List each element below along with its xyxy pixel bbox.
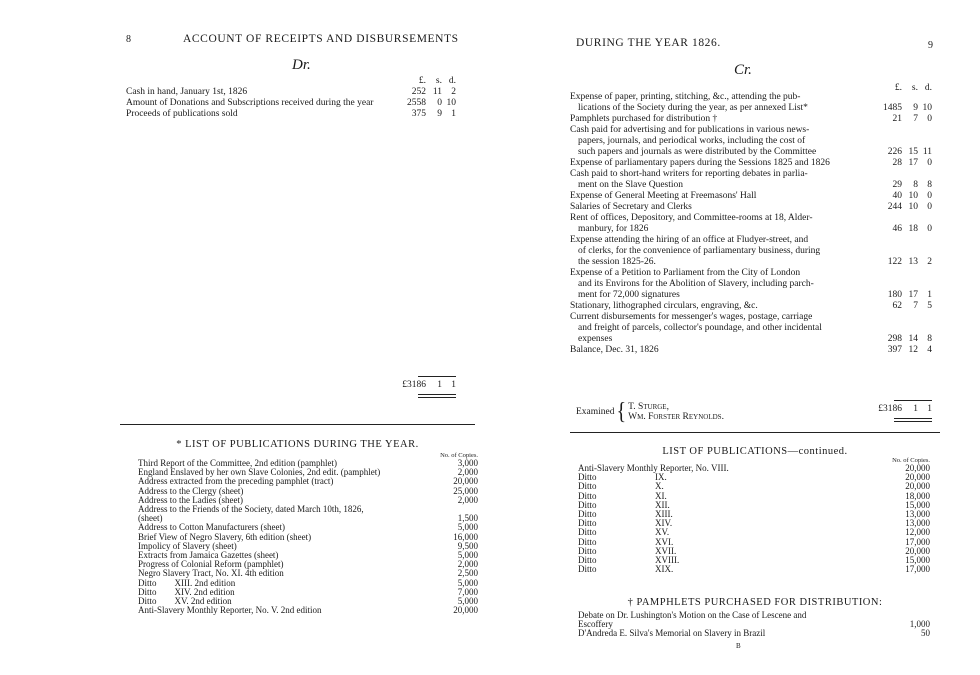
description-line: papers, journals, and periodical works, including the cost of <box>578 136 806 146</box>
ledger-row <box>570 345 932 356</box>
publication-title: Ditto IX. <box>578 472 667 483</box>
publication-title: Anti-Slavery Monthly Reporter, No. VIII. <box>578 463 729 473</box>
ledger-row <box>570 125 932 158</box>
ledger-description <box>570 345 874 356</box>
publication-copies: 12,000 <box>905 527 930 538</box>
running-header: ACCOUNT OF RECEIPTS AND DISBURSEMENTS <box>183 33 459 45</box>
amount-d: 2 <box>451 87 456 97</box>
amount-l: 1485 <box>883 103 902 113</box>
amount-s: 11 <box>432 87 442 97</box>
amount-d: 1 <box>927 290 932 300</box>
publication-title: Ditto XVII. <box>578 545 677 556</box>
amount-l: 226 <box>887 147 902 157</box>
running-header: DURING THE YEAR 1826. <box>576 37 721 49</box>
publication-title: Ditto XV. <box>578 527 670 538</box>
publication-title: Address to Cotton Manufacturers (sheet) <box>138 522 285 533</box>
publication-copies: 1,500 <box>457 513 478 524</box>
publication-copies: 15,000 <box>905 499 930 510</box>
publication-title: Third Report of the Committee, 2nd edition (pamphlet) <box>138 458 337 468</box>
ledger-row <box>570 268 932 301</box>
description-line: ment for 72,000 signatures <box>578 290 680 300</box>
ledger-row <box>570 114 932 125</box>
amount-l: 2558 <box>407 98 426 108</box>
ledger-description <box>570 158 874 169</box>
publication-title: Address to the Friends of the Society, dated March 10th, 1826, <box>138 504 364 515</box>
publication-copies: 2,000 <box>457 467 478 478</box>
publication-title: Ditto X. <box>578 481 664 492</box>
description-line: Balance, Dec. 31, 1826 <box>570 345 659 355</box>
description-line: Expense attending the hiring of an office at Fludyer-street, and <box>570 235 809 245</box>
publication-title: (sheet) <box>138 513 163 524</box>
examiner-2: Wm. Forster Reynolds. <box>628 412 724 422</box>
publication-title: Ditto XV. 2nd edition <box>138 596 232 607</box>
total-rule-bottom <box>894 418 932 422</box>
publication-copies: 5,000 <box>457 522 478 533</box>
amount-s: 15 <box>908 147 918 157</box>
ledger-description <box>570 169 874 191</box>
ledger-description <box>570 202 874 213</box>
purchased-list <box>578 611 930 639</box>
description-line: Stationary, lithographed circulars, engraving, &c. <box>570 301 758 311</box>
ledger-row <box>570 202 932 213</box>
amount-d: 8 <box>927 334 932 344</box>
amount-d: 4 <box>927 345 932 355</box>
description-line: Expense of paper, printing, stitching, &c., attending the pub- <box>570 92 801 102</box>
ledger-row <box>570 158 932 169</box>
amount-s: 7 <box>913 114 918 124</box>
amount-d: 0 <box>927 191 932 201</box>
amount-d: 1 <box>451 109 456 119</box>
amount-l: 28 <box>892 158 902 168</box>
description-line: Current disbursements for messenger's wages, postage, carriage <box>570 312 813 322</box>
description-line: Pamphlets purchased for distribution † <box>570 114 718 124</box>
amount-s: 12 <box>908 345 918 355</box>
publication-title: Ditto XIV. <box>578 518 673 529</box>
amount-d: 8 <box>927 180 932 190</box>
publication-copies: 16,000 <box>453 531 478 542</box>
signature-mark: B <box>736 642 741 650</box>
ledger-description <box>570 268 874 301</box>
ledger-description <box>570 92 874 114</box>
ledger-description <box>570 235 874 268</box>
examiner-1: T. Sturge, <box>628 402 669 412</box>
publications-list-continued <box>578 457 930 574</box>
page-number: 9 <box>928 40 933 51</box>
amount-s: 18 <box>908 224 918 234</box>
description-line: expenses <box>578 334 613 344</box>
ledger-row <box>126 98 456 109</box>
publication-title: D'Andreda E. Silva's Memorial on Slavery in Brazil <box>578 628 766 639</box>
description-line: manbury, for 1826 <box>578 224 649 234</box>
ledger-row <box>570 169 932 191</box>
publication-title: Ditto XVIII. <box>578 555 680 566</box>
list-title: * LIST OF PUBLICATIONS DURING THE YEAR. <box>176 439 419 450</box>
amount-s: 13 <box>908 257 918 267</box>
publication-title: Impolicy of Slavery (sheet) <box>138 540 237 551</box>
publication-copies: 7,000 <box>457 586 478 597</box>
publication-title: Progress of Colonial Reform (pamphlet) <box>138 559 284 570</box>
debit-label: Dr. <box>292 57 311 73</box>
ledger-description: Amount of Donations and Subscriptions received during the year <box>126 98 374 108</box>
amount-l: 375 <box>411 109 426 119</box>
section-divider <box>570 432 940 433</box>
description-line: such papers and journals as were distributed by the Committee <box>578 147 817 157</box>
copies-header: No. of Copies. <box>440 452 478 459</box>
ledger-row <box>570 213 932 235</box>
publication-copies: 25,000 <box>453 485 478 496</box>
publication-copies: 1,000 <box>909 619 930 630</box>
amount-s: 14 <box>908 334 918 344</box>
ledger-row <box>570 191 932 202</box>
amount-s: 9 <box>913 103 918 113</box>
ledger-description: Proceeds of publications sold <box>126 109 238 119</box>
ledger-row <box>570 301 932 312</box>
publication-copies: 9,500 <box>457 540 478 551</box>
ledger-description: Cash in hand, January 1st, 1826 <box>126 87 248 97</box>
ledger-description <box>570 114 874 125</box>
publication-title: England Enslaved by her own Slave Colonies, 2nd edit. (pamphlet) <box>138 467 381 478</box>
ledger-row <box>570 235 932 268</box>
ledger-description <box>570 213 874 235</box>
publication-copies: 17,000 <box>905 536 930 547</box>
amount-d: 10 <box>922 103 932 113</box>
amount-s: 10 <box>908 191 918 201</box>
publication-row <box>578 611 930 620</box>
publication-row <box>138 505 478 514</box>
description-line: Expense of parliamentary papers during the Sessions 1825 and 1826 <box>570 158 830 168</box>
publication-copies: 20,000 <box>905 463 930 473</box>
description-line: ment on the Slave Question <box>578 180 684 190</box>
amount-s: 7 <box>913 301 918 311</box>
publication-copies: 20,000 <box>905 481 930 492</box>
publication-title: Address to the Clergy (sheet) <box>138 485 244 496</box>
amount-l: 21 <box>892 114 902 124</box>
examined-label: Examined <box>576 407 615 417</box>
publication-copies: 20,000 <box>453 476 478 487</box>
publication-copies: 5,000 <box>457 577 478 588</box>
publications-list <box>138 452 478 615</box>
publication-copies: 5,000 <box>457 550 478 561</box>
amount-d: 0 <box>927 202 932 212</box>
publication-row <box>578 565 930 574</box>
amount-l: 252 <box>411 87 426 97</box>
amount-d: 2 <box>927 257 932 267</box>
receipts-ledger <box>126 76 456 120</box>
publication-title: Ditto XI. <box>578 490 667 501</box>
description-line: the session 1825-26. <box>578 257 656 267</box>
publication-title: Ditto XVI. <box>578 536 674 547</box>
copies-header: No. of Copies. <box>892 457 930 464</box>
ledger-row <box>570 312 932 345</box>
ledger-description <box>570 125 874 158</box>
description-line: of clerks, for the convenience of parliamentary business, during <box>578 246 821 256</box>
amount-d: 0 <box>927 158 932 168</box>
publication-copies: 18,000 <box>905 490 930 501</box>
amount-l: 40 <box>892 191 902 201</box>
description-line: Rent of offices, Depository, and Committee-rooms at 18, Alder- <box>570 213 813 223</box>
purchased-title: † PAMPHLETS PURCHASED FOR DISTRIBUTION: <box>627 597 883 608</box>
amount-s: 9 <box>437 109 442 119</box>
amount-s: 8 <box>913 180 918 190</box>
publication-copies: 20,000 <box>453 605 478 616</box>
description-line: Salaries of Secretary and Clerks <box>570 202 692 212</box>
ledger-description <box>570 191 874 202</box>
page-number: 8 <box>126 34 131 45</box>
amount-l: 244 <box>887 202 902 212</box>
publication-copies: 17,000 <box>905 564 930 575</box>
description-line: and freight of parcels, collector's poundage, and other incidental <box>578 323 822 333</box>
publication-title: Ditto XIII. <box>578 509 673 520</box>
currency-header: £. s. d. <box>894 83 932 93</box>
description-line: and its Environs for the Abolition of Slavery, including parch- <box>578 279 814 289</box>
description-line: lications of the Society during the year, as per annexed List* <box>578 103 808 113</box>
amount-s: 17 <box>908 158 918 168</box>
receipts-total: £3186 1 1 <box>402 380 456 390</box>
amount-d: 5 <box>927 301 932 311</box>
description-line: Expense of General Meeting at Freemasons' Hall <box>570 191 757 201</box>
publication-copies: 2,000 <box>457 494 478 505</box>
list-title-continued: LIST OF PUBLICATIONS—continued. <box>662 446 848 457</box>
publication-copies: 50 <box>921 628 930 639</box>
amount-l: 46 <box>892 224 902 234</box>
amount-d: 0 <box>927 114 932 124</box>
publication-title: Anti-Slavery Monthly Reporter, No. V. 2nd edition <box>138 605 322 616</box>
ledger-row <box>126 87 456 98</box>
publication-title: Ditto XIII. 2nd edition <box>138 577 236 588</box>
publication-copies: 13,000 <box>905 518 930 529</box>
description-line: Expense of a Petition to Parliament from the City of London <box>570 268 801 278</box>
amount-l: 298 <box>887 334 902 344</box>
publication-title: Extracts from Jamaica Gazettes (sheet) <box>138 550 279 561</box>
amount-d: 0 <box>927 224 932 234</box>
total-rule-top <box>418 376 456 377</box>
total-rule-top <box>894 400 932 401</box>
credit-label: Cr. <box>734 62 752 78</box>
publication-copies: 3,000 <box>457 458 478 468</box>
amount-s: 0 <box>437 98 442 108</box>
amount-l: 29 <box>892 180 902 190</box>
publication-row <box>138 606 478 615</box>
publication-row <box>578 629 930 638</box>
publication-title: Address to the Ladies (sheet) <box>138 494 243 505</box>
amount-l: 180 <box>887 290 902 300</box>
currency-header: £. s. d. <box>418 76 456 86</box>
amount-d: 11 <box>922 147 932 157</box>
amount-d: 10 <box>446 98 456 108</box>
publication-title: Debate on Dr. Lushington's Motion on the Case of Lescene and <box>578 610 807 620</box>
publication-copies: 13,000 <box>905 509 930 520</box>
disbursements-total: £3186 1 1 <box>878 404 932 414</box>
description-line: Cash paid to short-hand writers for reporting debates in parlia- <box>570 169 808 179</box>
publication-title: Ditto XIV. 2nd edition <box>138 586 235 597</box>
amount-s: 10 <box>908 202 918 212</box>
disbursements-ledger <box>570 83 932 356</box>
publication-title: Negro Slavery Tract, No. XI. 4th edition <box>138 568 284 579</box>
total-rule-bottom <box>418 394 456 398</box>
publication-title: Brief View of Negro Slavery, 6th edition (sheet) <box>138 531 312 542</box>
publication-copies: 20,000 <box>905 545 930 556</box>
publication-copies: 15,000 <box>905 555 930 566</box>
publication-copies: 2,000 <box>457 559 478 570</box>
amount-l: 397 <box>887 345 902 355</box>
amount-l: 62 <box>892 301 902 311</box>
brace-icon: { <box>616 398 627 426</box>
amount-s: 17 <box>908 290 918 300</box>
ledger-description <box>570 301 874 312</box>
description-line: Cash paid for advertising and for publications in various news- <box>570 125 810 135</box>
ledger-row <box>570 92 932 114</box>
ledger-row <box>126 109 456 120</box>
publication-copies: 20,000 <box>905 472 930 483</box>
publication-title: Ditto XIX. <box>578 564 674 575</box>
section-divider <box>120 424 475 425</box>
publication-copies: 2,500 <box>457 568 478 579</box>
right-page <box>490 0 980 675</box>
amount-l: 122 <box>887 257 902 267</box>
publication-title: Escoffery <box>578 619 613 630</box>
publication-copies: 5,000 <box>457 596 478 607</box>
publication-title: Address extracted from the preceding pamphlet (tract) <box>138 476 334 487</box>
ledger-description <box>570 312 874 345</box>
publication-title: Ditto XII. <box>578 499 670 510</box>
